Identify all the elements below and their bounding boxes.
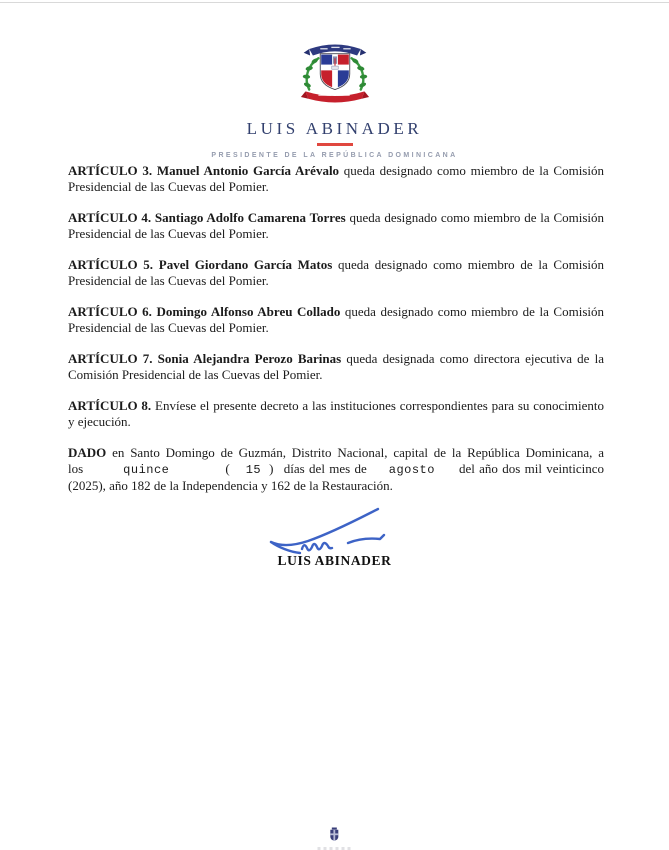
letterhead [0, 0, 669, 159]
dado-text-middle: días del mes de [283, 460, 367, 476]
dado-text-after: del año dos mil veinticinco (2025), año 182 de la Independencia y 162 de la Restauración. [68, 460, 604, 494]
day-word-fill: quince [123, 462, 170, 477]
article-6-text: queda designado como miembro de la Comisión Presidencial de las Cuevas del Pomier. [68, 303, 604, 335]
article-4-lead: ARTÍCULO 4. Santiago Adolfo Camarena Torres [68, 209, 346, 225]
article-3-paragraph [68, 163, 604, 194]
red-accent-rule [317, 143, 353, 146]
article-7-lead: ARTÍCULO 7. Sonia Alejandra Perozo Barinas [68, 350, 342, 366]
article-3-text: queda designado como miembro de la Comisión Presidencial de las Cuevas del Pomier. [68, 163, 604, 194]
day-number-fill: 15 [245, 462, 262, 477]
footer-seal [317, 827, 351, 850]
article-5-paragraph [68, 257, 604, 288]
month-fill: agosto [388, 462, 435, 477]
signature-block [0, 505, 669, 569]
article-7-paragraph [68, 351, 604, 382]
article-6-lead: ARTÍCULO 6. Domingo Alfonso Abreu Collado [68, 303, 341, 319]
article-8-text: Envíese el presente decreto a las instituciones correspondientes para su conocimiento y ejecución. [68, 397, 605, 429]
decree-body [68, 163, 604, 509]
dado-paragraph [68, 445, 604, 494]
article-3-lead: ARTÍCULO 3. Manuel Antonio García Arévalo [68, 163, 340, 178]
presidency-mini-seal-icon [328, 827, 340, 841]
article-7-text: queda designada como directora ejecutiva de la Comisión Presidencial de las Cuevas del Pomier. [68, 350, 604, 382]
open-paren: ( [225, 460, 230, 476]
article-4-text: queda designado como miembro de la Comisión Presidencial de las Cuevas del Pomier. [68, 209, 605, 241]
article-8-paragraph [68, 398, 604, 429]
dado-lead: DADO [68, 444, 107, 460]
article-5-text: queda designado como miembro de la Comisión Presidencial de las Cuevas del Pomier. [68, 256, 604, 288]
close-paren: ) [269, 460, 274, 476]
article-4-paragraph [68, 210, 604, 241]
dado-text-before: en Santo Domingo de Guzmán, Distrito Nacional, capital de la República Dominicana, a los [68, 444, 604, 476]
president-name-heading: LUIS ABINADER [246, 119, 423, 138]
president-subtitle: PRESIDENTE DE LA REPÚBLICA DOMINICANA [211, 151, 458, 159]
article-8-lead: ARTÍCULO 8. [68, 397, 152, 413]
signature-ink-icon [260, 505, 410, 557]
article-5-lead: ARTÍCULO 5. Pavel Giordano García Matos [68, 256, 333, 272]
article-6-paragraph [68, 304, 604, 335]
dominican-coat-of-arms-icon [296, 38, 374, 108]
scan-edge-line [0, 2, 669, 3]
signatory-name: LUIS ABINADER [277, 553, 392, 568]
